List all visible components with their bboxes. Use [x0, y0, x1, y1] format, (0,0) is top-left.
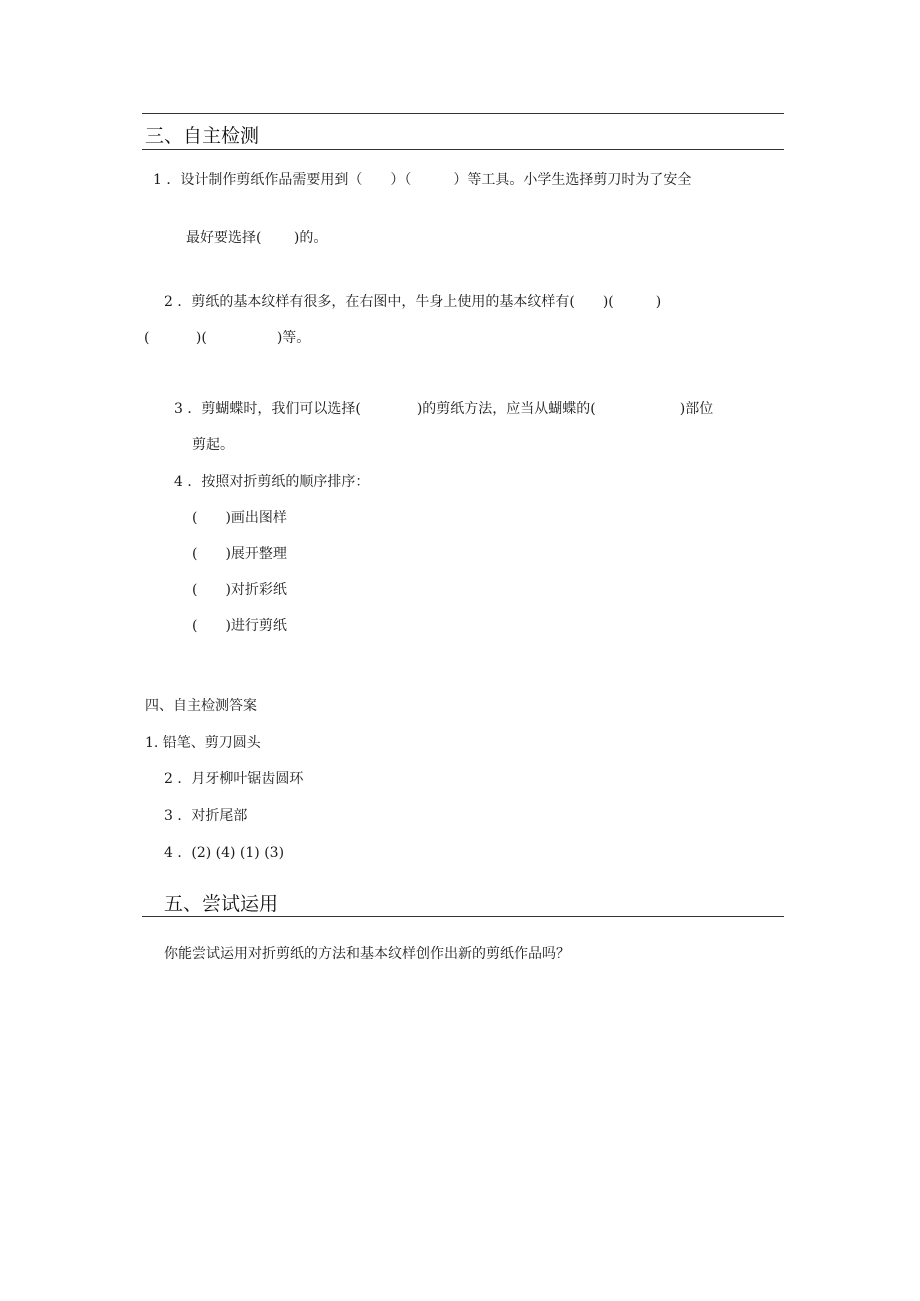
- q4-item: ( )画出图样: [192, 510, 287, 526]
- q4-item: ( )展开整理: [192, 546, 287, 562]
- answer-2: 2 ．月牙柳叶锯齿圆环: [164, 771, 304, 787]
- q2-line2: ( )( )等。: [144, 330, 311, 346]
- section3-title-underline: [142, 149, 784, 150]
- top-divider: [142, 113, 784, 114]
- answer-1: 1. 铅笔、剪刀圆头: [145, 735, 261, 751]
- q1-line2: 最好要选择( )的。: [186, 230, 328, 246]
- q2-line1: 2 ．剪纸的基本纹样有很多，在右图中，牛身上使用的基本纹样有( )( ): [164, 294, 662, 310]
- section5-title-underline: [142, 916, 784, 917]
- q4-item: ( )进行剪纸: [192, 618, 287, 634]
- q1-line1: 1 ．设计制作剪纸作品需要用到（ ）（ ）等工具。小学生选择剪刀时为了安全: [153, 172, 692, 188]
- answer-4: 4 ．(2) (4) (1) (3): [164, 845, 285, 861]
- section5-text: 你能尝试运用对折剪纸的方法和基本纹样创作出新的剪纸作品吗？: [164, 946, 570, 962]
- q3-line1: 3 ．剪蝴蝶时，我们可以选择( )的剪纸方法，应当从蝴蝶的( )部位: [174, 401, 714, 417]
- q4-line1: 4 ．按照对折剪纸的顺序排序：: [174, 474, 370, 490]
- q4-item: ( )对折彩纸: [192, 582, 287, 598]
- section5-title: 五、尝试运用: [164, 893, 279, 915]
- section3-title: 三、自主检测: [145, 125, 260, 147]
- answer-3: 3 ．对折尾部: [164, 808, 248, 824]
- section4-title: 四、自主检测答案: [145, 698, 257, 714]
- q3-line2: 剪起。: [192, 437, 234, 453]
